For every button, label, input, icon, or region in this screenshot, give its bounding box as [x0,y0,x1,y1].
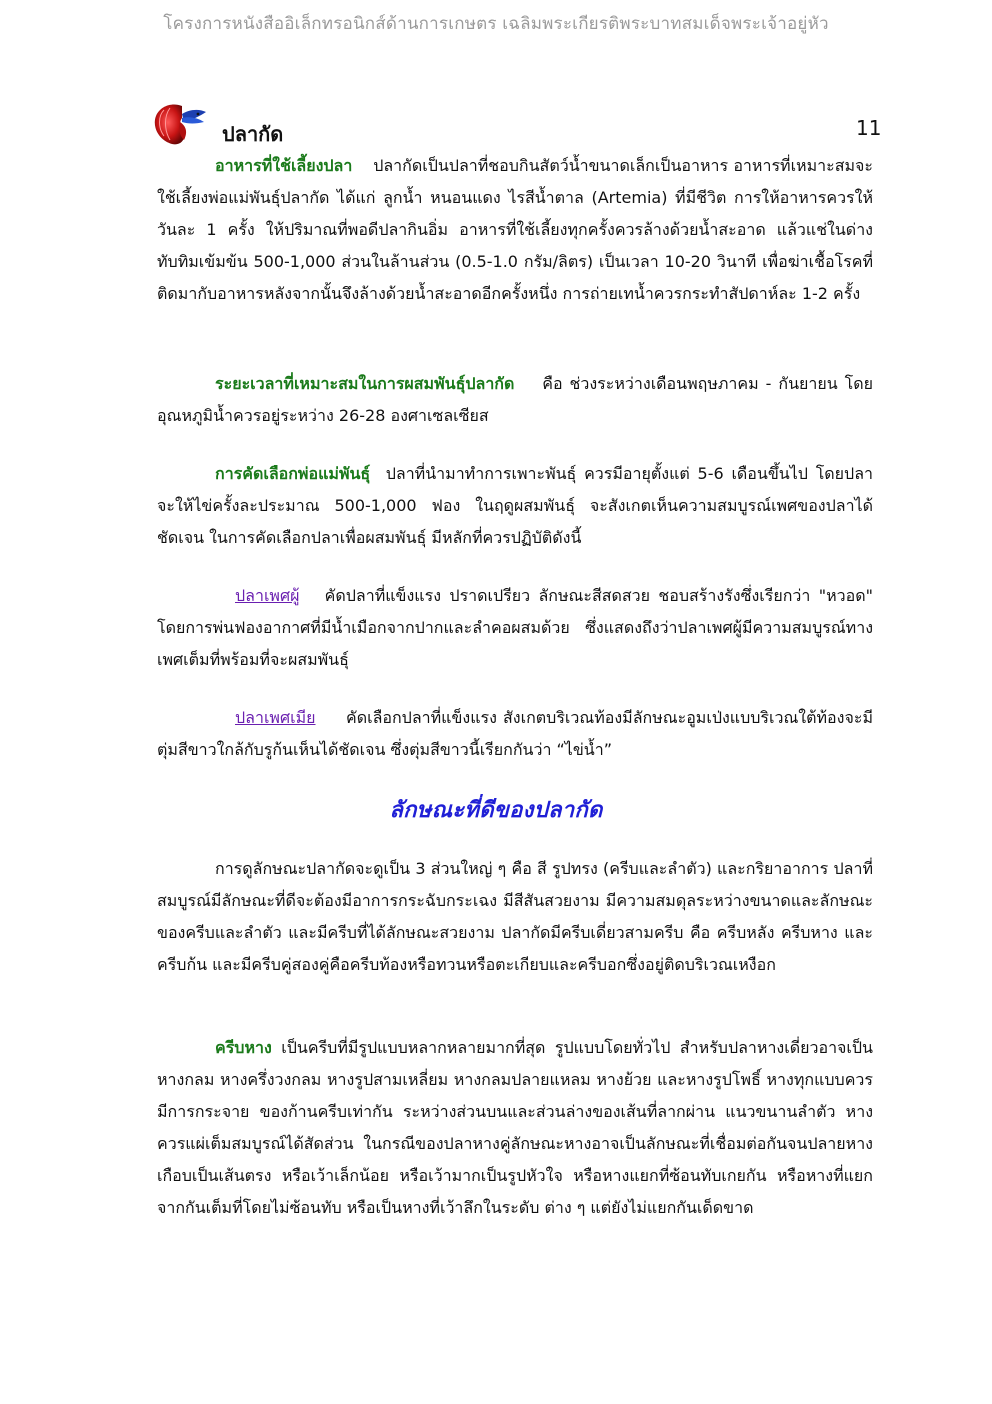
paragraph-good-traits [157,853,873,981]
page-number: 11 [856,116,882,140]
keyword-breeding-period: ระยะเวลาที่เหมาะสมในการผสมพันธุ์ปลากัด [215,374,515,393]
breeding-period-text: คือ ช่วงระหว่างเดือนพฤษภาคม - กันยายน โดยอุณหภูมิน้ำควรอยู่ระหว่าง 26-28 องศาเซลเซียส [157,374,873,425]
paragraph-selection [157,458,873,554]
paragraph-male [157,580,873,676]
male-text: คัดปลาที่แข็งแรง ปราดเปรียว ลักษณะสีสดสวย ชอบสร้างรังซึ่งเรียกว่า "หวอด" โดยการพ่นฟองอากาศที่มีน้ำเมือกจากปากและลำคอผสมด้วย ซึ่งแสดงถึงว่าปลาเพศผู้มีความสมบูรณ์ทางเพศเต็มที่พร้อมที่จะผสมพันธุ์ [157,586,873,669]
running-header: โครงการหนังสืออิเล็กทรอนิกส์ด้านการเกษตร เฉลิมพระเกียรติพระบาทสมเด็จพระเจ้าอยู่หัว [163,14,829,34]
link-male-fish[interactable]: ปลาเพศผู้ [235,586,300,605]
chapter-title: ปลากัด [222,122,284,146]
keyword-feeding: อาหารที่ใช้เลี้ยงปลา [215,156,353,175]
feeding-text: ปลากัดเป็นปลาที่ชอบกินสัตว์น้ำขนาดเล็กเป็นอาหาร อาหารที่เหมาะสมจะใช้เลี้ยงพ่อแม่พันธุ์ปลากัด ได้แก่ ลูกน้ำ หนอนแดง ไรสีน้ำตาล (Artemia) ที่มีชีวิต การให้อาหารควรให้วันละ 1 ครั้ง ให้ปริมาณที่พอดีปลากินอิ่ม อาหารที่ใช้เลี้ยงทุกครั้งควรล้างด้วยน้ำสะอาด แล้วแช่ในด่างทับทิมเข้มข้น 500-1,000 ส่วนในล้านส่วน (0.5-1.0 กรัม/ลิตร) เป็นเวลา 10-20 วินาที เพื่อฆ่าเชื้อโรคที่ติดมากับอาหารหลังจากนั้นจึงล้างด้วยน้ำสะอาดอีกครั้งหนึ่ง การถ่ายเทน้ำควรกระทำสัปดาห์ละ 1-2 ครั้ง [157,156,874,303]
paragraph-breeding-period [157,368,873,432]
tail-fin-text: เป็นครีบที่มีรูปแบบหลากหลายมากที่สุด รูปแบบโดยทั่วไป สำหรับปลาหางเดี่ยวอาจเป็นหางกลม หางครึ่งวงกลม หางรูปสามเหลี่ยม หางกลมปลายแหลม หางย้วย และหางรูปโพธิ์ หางทุกแบบควรมีการกระจาย ของก้านครีบเท่ากัน ระหว่างส่วนบนและส่วนล่างของเส้นที่ลากผ่าน แนวขนานลำตัว หางควรแผ่เต็มสมบูรณ์ได้สัดส่วน ในกรณีของปลาหางคู่ลักษณะหางอาจเป็นลักษณะที่เชื่อมต่อกันจนปลายหางเกือบเป็นเส้นตรง หรือเว้าเล็กน้อย หรือเว้ามากเป็นรูปหัวใจ หรือหางแยกที่ซ้อนทับเกยกัน หรือหางที่แยกจากกันเต็มที่โดยไม่ซ้อนทับ หรือเป็นหางที่เว้าลึกในระดับ ต่าง ๆ แต่ยังไม่แยกกันเด็ดขาด [157,1038,873,1217]
paragraph-tail-fin [157,1032,873,1224]
paragraph-female [157,702,873,766]
good-traits-text: การดูลักษณะปลากัดจะดูเป็น 3 ส่วนใหญ่ ๆ คือ สี รูปทรง (ครีบและลำตัว) และกริยาอาการ ปลาที่สมบูรณ์มีลักษณะที่ดีจะต้องมีอาการกระฉับกระเฉง มีสีสันสวยงาม มีความสมดุลระหว่างขนาดและลักษณะของครีบและลำตัว และมีครีบที่ได้ลักษณะสวยงาม ปลากัดมีครีบเดี่ยวสามครีบ คือ ครีบหลัง ครีบหาง และครีบก้น และมีครีบคู่สองคู่คือครีบท้องหรือทวนหรือตะเกียบและครีบอกซึ่งอยู่ติดบริเวณเหงือก [157,859,873,974]
betta-fish-icon [152,100,208,148]
section-heading-good-traits: ลักษณะที่ดีของปลากัด [389,798,603,823]
link-female-fish[interactable]: ปลาเพศเมีย [235,708,316,727]
female-text: คัดเลือกปลาที่แข็งแรง สังเกตบริเวณท้องมีลักษณะอูมเป่งแบบริเวณใต้ท้องจะมีตุ่มสีขาวใกล้กับรูก้นเห็นได้ชัดเจน ซึ่งตุ่มสีขาวนี้เรียกกันว่า “ไข่น้ำ” [157,708,873,759]
keyword-tail-fin: ครีบหาง [215,1038,272,1057]
keyword-selection: การคัดเลือกพ่อแม่พันธุ์ [215,464,371,483]
selection-text: ปลาที่นำมาทำการเพาะพันธุ์ ควรมีอายุตั้งแต่ 5-6 เดือนขึ้นไป โดยปลาจะให้ไข่ครั้งละประมาณ 500-1,000 ฟอง ในฤดูผสมพันธุ์ จะสังเกตเห็นความสมบูรณ์เพศของปลาได้ชัดเจน ในการคัดเลือกปลาเพื่อผสมพันธุ์ มีหลักที่ควรปฏิบัติดังนี้ [157,464,873,547]
paragraph-feeding [157,150,873,310]
